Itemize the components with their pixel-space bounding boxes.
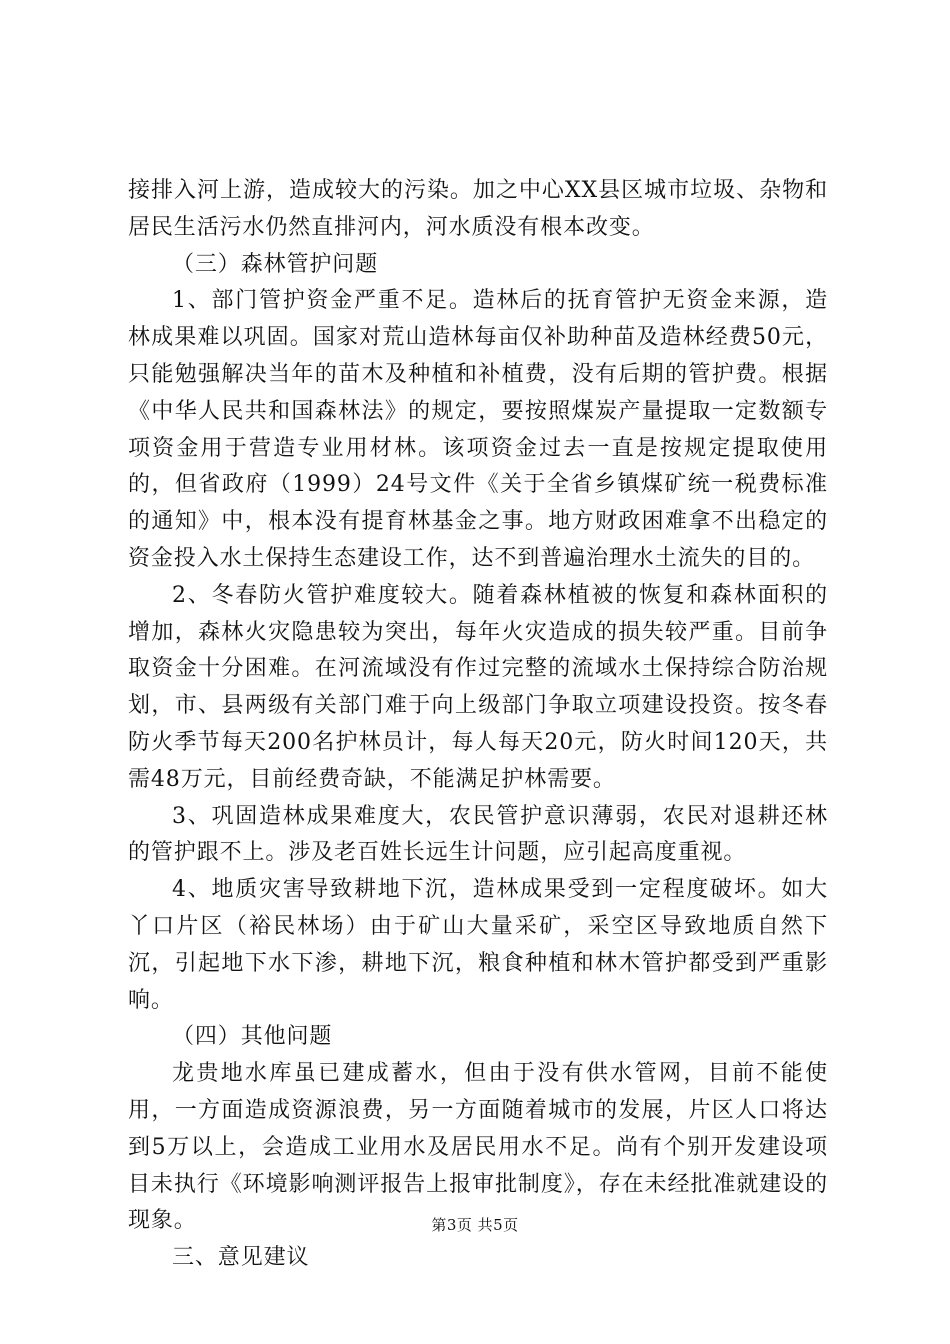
paragraph-other-issues: 龙贵地水库虽已建成蓄水，但由于没有供水管网，目前不能使用，一方面造成资源浪费，另一方面随着城市的发展，片区人口将达到5万以上，会造成工业用水及居民用水不足。尚有个别开发建设项目未执行《环境影响测评报告上报审批制度》，存在未经批准就建设的现象。	[128, 1061, 828, 1234]
page-number-footer: 第3页 共5页	[431, 1216, 519, 1234]
paragraph-item-2: 2、冬春防火管护难度较大。随着森林植被的恢复和森林面积的增加，森林火灾隐患较为突出，每年火灾造成的损失较严重。目前争取资金十分困难。在河流域没有作过完整的流域水土保持综合防治规划，市、县两级有关部门难于向上级部门争取立项建设投资。按冬春防火季节每天200名护林员计，每人每天20元，防火时间120天，共需48万元，目前经费奇缺，不能满足护林需要。	[128, 582, 828, 792]
paragraph-item-3: 3、巩固造林成果难度大，农民管护意识薄弱，农民对退耕还林的管护跟不上。涉及老百姓长远生计问题，应引起高度重视。	[128, 803, 828, 866]
paragraph-item-1: 1、部门管护资金严重不足。造林后的抚育管护无资金来源，造林成果难以巩固。国家对荒山造林每亩仅补助种苗及造林经费50元，只能勉强解决当年的苗木及种植和补植费，没有后期的管护费。根据《中华人民共和国森林法》的规定，要按照煤炭产量提取一定数额专项资金用于营造专业用材林。该项资金过去一直是按规定提取使用的，但省政府（1999）24号文件《关于全省乡镇煤矿统一税费标准的通知》中，根本没有提育林基金之事。地方财政困难拿不出稳定的资金投入水土保持生态建设工作，达不到普遍治理水土流失的目的。	[128, 288, 828, 571]
section-heading-other-issues: （四）其他问题	[172, 1024, 333, 1050]
paragraph-continuation: 接排入河上游，造成较大的污染。加之中心XX县区城市垃圾、杂物和居民生活污水仍然直排河内，河水质没有根本改变。	[128, 178, 828, 240]
paragraph-item-4: 4、地质灾害导致耕地下沉，造林成果受到一定程度破坏。如大丫口片区（裕民林场）由于矿山大量采矿，采空区导致地质自然下沉，引起地下水下渗，耕地下沉，粮食种植和林木管护都受到严重影响。	[128, 877, 828, 1013]
section-heading-suggestions: 三、意见建议	[172, 1245, 310, 1271]
section-heading-forest-protection: （三）森林管护问题	[172, 251, 379, 277]
document-body	[128, 173, 828, 1277]
